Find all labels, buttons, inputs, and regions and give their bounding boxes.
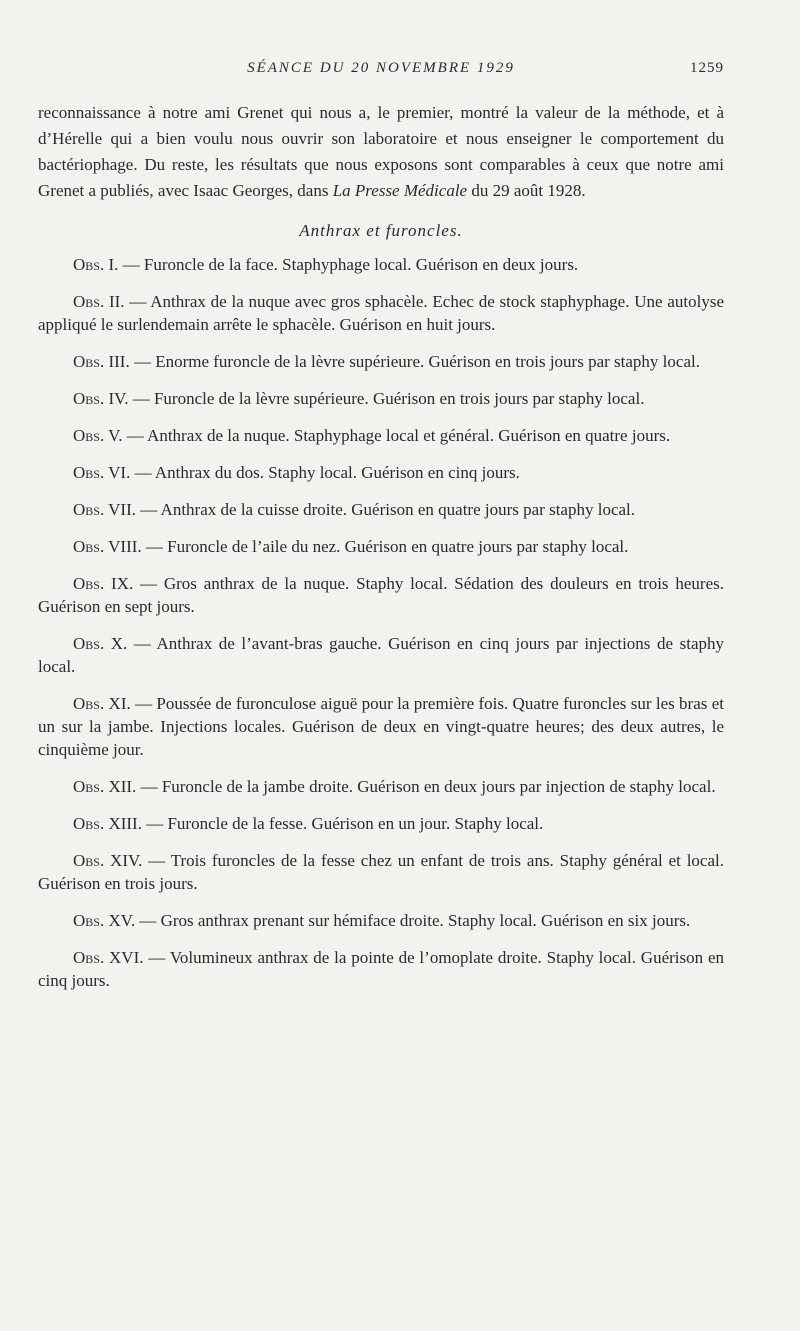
- observation-label: Obs. VII.: [73, 500, 136, 519]
- observation-text: — Enorme furoncle de la lèvre supérieure. Guérison en trois jours par staphy local.: [129, 352, 700, 371]
- observation-text: — Gros anthrax de la nuque. Staphy local. Sédation des douleurs en trois heures. Guérison en sept jours.: [38, 574, 724, 616]
- observation-item: [38, 424, 724, 447]
- observation-item: [38, 775, 724, 798]
- section-title: Anthrax et furoncles.: [299, 221, 463, 240]
- observation-label: Obs. XIII.: [73, 814, 142, 833]
- observation-item: [38, 692, 724, 761]
- observation-label: Obs. XIV.: [73, 851, 143, 870]
- observation-label: Obs. XI.: [73, 694, 131, 713]
- observation-item: [38, 535, 724, 558]
- observation-item: [38, 849, 724, 895]
- observation-text: — Trois furoncles de la fesse chez un enfant de trois ans. Staphy général et local. Guérison en trois jours.: [38, 851, 724, 893]
- observation-label: Obs. XII.: [73, 777, 137, 796]
- observation-text: — Volumineux anthrax de la pointe de l’omoplate droite. Staphy local. Guérison en cinq jours.: [38, 948, 724, 990]
- observation-label: Obs. IV.: [73, 389, 129, 408]
- intro-paragraph: [38, 100, 724, 204]
- running-title: SÉANCE DU 20 NOVEMBRE 1929: [247, 60, 515, 76]
- observation-text: — Furoncle de l’aile du nez. Guérison en quatre jours par staphy local.: [141, 537, 629, 556]
- observation-text: — Furoncle de la face. Staphyphage local. Guérison en deux jours.: [118, 255, 579, 274]
- observation-item: [38, 290, 724, 336]
- intro-text: reconnaissance à notre ami Grenet qui nous a, le premier, montré la valeur de la méthode, et à d’Hérelle qui a bien voulu nous ouvrir son laboratoire et nous enseigner le comportement du bactériophage. Du reste, les résultats que nous exposons sont comparables à ceux que notre ami Grenet a publiés, avec Isaac Georges, dans: [38, 103, 724, 200]
- journal-page: [38, 56, 724, 1006]
- observation-label: Obs. I.: [73, 255, 119, 274]
- observation-text: — Anthrax de la cuisse droite. Guérison en quatre jours par staphy local.: [136, 500, 636, 519]
- observation-item: [38, 461, 724, 484]
- observation-label: Obs. IX.: [73, 574, 134, 593]
- observation-text: — Poussée de furonculose aiguë pour la première fois. Quatre furoncles sur les bras et un sur la jambe. Injections locales. Guérison de deux en vingt-quatre heures; des deux autres, le cinquième jour.: [38, 694, 724, 759]
- observation-label: Obs. VIII.: [73, 537, 142, 556]
- observation-item: [38, 498, 724, 521]
- observation-label: Obs. VI.: [73, 463, 131, 482]
- observation-text: — Furoncle de la lèvre supérieure. Guérison en trois jours par staphy local.: [128, 389, 645, 408]
- observation-label: Obs. XVI.: [73, 948, 144, 967]
- observation-text: — Furoncle de la jambe droite. Guérison en deux jours par injection de staphy local.: [136, 777, 716, 796]
- observation-text: — Anthrax de l’avant-bras gauche. Guérison en cinq jours par injections de staphy local.: [38, 634, 724, 676]
- observation-text: — Gros anthrax prenant sur hémiface droite. Staphy local. Guérison en six jours.: [135, 911, 691, 930]
- observation-item: [38, 572, 724, 618]
- observation-text: — Anthrax du dos. Staphy local. Guérison en cinq jours.: [130, 463, 520, 482]
- observation-label: Obs. X.: [73, 634, 128, 653]
- observation-item: [38, 350, 724, 373]
- observation-item: [38, 946, 724, 992]
- observation-item: [38, 387, 724, 410]
- observation-item: [38, 632, 724, 678]
- observation-label: Obs. XV.: [73, 911, 136, 930]
- observation-list: [38, 253, 724, 992]
- intro-text-end: du 29 août 1928.: [467, 181, 586, 200]
- observation-item: [38, 812, 724, 835]
- running-header: [38, 56, 724, 86]
- observation-item: [38, 909, 724, 932]
- observation-item: [38, 253, 724, 276]
- observation-text: — Anthrax de la nuque avec gros sphacèle. Echec de stock staphyphage. Une autolyse appliqué le surlendemain arrête le sphacèle. Guérison en huit jours.: [38, 292, 724, 334]
- page-number: 1259: [690, 60, 724, 76]
- observation-text: — Anthrax de la nuque. Staphyphage local et général. Guérison en quatre jours.: [122, 426, 671, 445]
- journal-title: La Presse Médicale: [332, 181, 468, 200]
- observation-text: — Furoncle de la fesse. Guérison en un jour. Staphy local.: [141, 814, 544, 833]
- observation-label: Obs. III.: [73, 352, 130, 371]
- observation-label: Obs. V.: [73, 426, 123, 445]
- observation-label: Obs. II.: [73, 292, 125, 311]
